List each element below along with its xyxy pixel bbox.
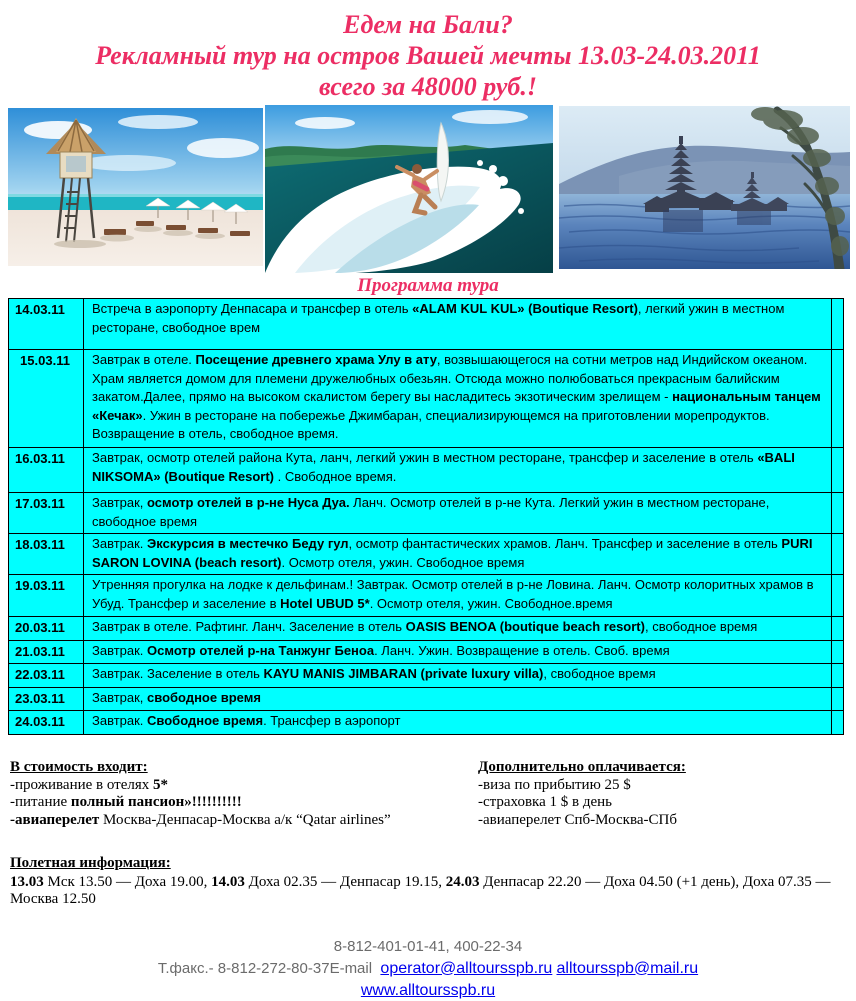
itinerary-row — [9, 493, 844, 534]
photo-strip — [8, 105, 856, 275]
itinerary-edge-cell — [832, 448, 844, 493]
website-link[interactable]: www.alltoursspb.ru — [360, 981, 496, 999]
itinerary-description: Завтрак, осмотр отелей в р-не Нуса Дуа. Ланч. Осмотр отелей в р-не Кута. Легкий ужин в местном ресторане, свободное время — [84, 493, 832, 534]
itinerary-edge-cell — [832, 640, 844, 664]
itinerary-date: 19.03.11 — [9, 575, 84, 617]
itinerary-description: Завтрак. Свободное время. Трансфер в аэропорт — [84, 711, 832, 735]
title-line-1: Едем на Бали? — [343, 10, 513, 39]
info-zone — [10, 759, 846, 909]
itinerary-edge-cell — [832, 687, 844, 711]
email-link-mailru[interactable]: alltoursspb@mail.ru — [556, 959, 699, 977]
itinerary-row — [9, 350, 844, 448]
itinerary-table — [8, 298, 844, 735]
extra-cost-item: -авиаперелет Спб-Москва-СПб — [478, 811, 677, 828]
itinerary-date: 20.03.11 — [9, 617, 84, 641]
included-items — [10, 777, 478, 830]
itinerary-edge-cell — [832, 617, 844, 641]
email-link-operator[interactable]: operator@alltoursspb.ru — [380, 959, 553, 977]
contact-fax: Т.факс.- 8-812-272-80-37 — [157, 959, 330, 977]
extra-cost-items — [478, 777, 838, 830]
surfer-wave-photo — [265, 105, 553, 273]
included-item: -проживание в отелях 5* — [10, 776, 169, 793]
title-line-3: всего за 48000 руб.! — [318, 72, 538, 101]
itinerary-description: Завтрак. Осмотр отелей р-на Танжунг Беноа. Ланч. Ужин. Возвращение в отель. Своб. время — [84, 640, 832, 664]
itinerary-date: 17.03.11 — [9, 493, 84, 534]
itinerary-row — [9, 299, 844, 350]
itinerary-row — [9, 617, 844, 641]
included-heading: В стоимость входит: — [10, 759, 148, 775]
flight-schedule: 13.03 Мск 13.50 — Доха 19.00, 14.03 Доха 02.35 — Денпасар 19.15, 24.03 Денпасар 22.20 — Доха 04.50 (+1 день), Доха 07.35 — Москва 12.50 — [10, 873, 831, 907]
included-item: -авиаперелет Москва-Денпасар-Москва а/к “Qatar airlines” — [10, 811, 391, 828]
included-item: -питание полный пансион»!!!!!!!!!! — [10, 794, 242, 810]
contact-block — [0, 936, 856, 1001]
itinerary-edge-cell — [832, 664, 844, 688]
itinerary-row — [9, 664, 844, 688]
itinerary-edge-cell — [832, 299, 844, 350]
itinerary-row — [9, 575, 844, 617]
itinerary-date: 21.03.11 — [9, 640, 84, 664]
itinerary-edge-cell — [832, 493, 844, 534]
extra-cost-section — [478, 759, 838, 829]
itinerary-description: Завтрак в отеле. Рафтинг. Ланч. Заселение в отель OASIS BENOA (boutique beach resort), свободное время — [84, 617, 832, 641]
itinerary-date: 15.03.11 — [9, 350, 84, 448]
itinerary-description: Завтрак. Заселение в отель KAYU MANIS JIMBARAN (private luxury villa), свободное время — [84, 664, 832, 688]
itinerary-row — [9, 711, 844, 735]
itinerary-date: 18.03.11 — [9, 534, 84, 575]
beach-lifeguard-tower-photo — [8, 108, 263, 266]
itinerary-description: Завтрак в отеле. Посещение древнего храма Улу в ату, возвышающегося на сотни метров над Индийском океаном. Храм является домом для племени дружелюбных обезьян. Отсюда можно полюбоваться прекрасным балийским закатом.Далее, прямо на высоком скалистом берегу вы насладитесь экзотическим зрелищем - национальным танцем «Кечак». Ужин в ресторане на побережье Джимбаран, специализирующемся на приготовлении морепродуктов. Возвращение в отель, свободное время. — [84, 350, 832, 448]
contact-phones: 8-812-401-01-41, 400-22-34 — [333, 937, 523, 955]
program-heading: Программа тура — [357, 275, 499, 296]
extra-cost-item: -страховка 1 $ в день — [478, 794, 613, 810]
itinerary-edge-cell — [832, 711, 844, 735]
itinerary-date: 23.03.11 — [9, 687, 84, 711]
itinerary-row — [9, 640, 844, 664]
itinerary-description: Завтрак, осмотр отелей района Кута, ланч, легкий ужин в местном ресторане, трансфер и заселение в отель «BALI NIKSOMA» (Boutique Resort) . Свободное время. — [84, 448, 832, 493]
itinerary-date: 14.03.11 — [9, 299, 84, 350]
flight-info-heading: Полетная информация: — [10, 855, 171, 871]
included-section — [10, 759, 478, 829]
extra-cost-item: -виза по прибытию 25 $ — [478, 776, 631, 793]
flight-info-section — [10, 855, 840, 909]
itinerary-row — [9, 534, 844, 575]
itinerary-date: 16.03.11 — [9, 448, 84, 493]
flyer-title — [0, 0, 856, 102]
itinerary-description: Утренняя прогулка на лодке к дельфинам.! Завтрак. Осмотр отелей в р-не Ловина. Ланч. Осмотр колоритных храмов в Убуд. Трансфер и заселение в Hotel UBUD 5*. Осмотр отеля, ужин. Свободное.время — [84, 575, 832, 617]
itinerary-description: Встреча в аэропорту Денпасара и трансфер в отель «ALAM KUL KUL» (Boutique Resort), легкий ужин в местном ресторане, свободное врем — [84, 299, 832, 350]
itinerary-description: Завтрак. Экскурсия в местечко Беду гул, осмотр фантастических храмов. Ланч. Трансфер и заселение в отель PURI SARON LOVINA (beach resort). Осмотр отеля, ужин. Свободное время — [84, 534, 832, 575]
email-label: E-mail — [329, 959, 373, 977]
itinerary-edge-cell — [832, 350, 844, 448]
itinerary-edge-cell — [832, 534, 844, 575]
itinerary-description: Завтрак, свободное время — [84, 687, 832, 711]
itinerary-date: 24.03.11 — [9, 711, 84, 735]
itinerary-row — [9, 448, 844, 493]
extra-cost-heading: Дополнительно оплачивается: — [478, 759, 686, 775]
title-line-2: Рекламный тур на остров Вашей мечты 13.03-24.03.2011 — [95, 41, 761, 70]
itinerary-date: 22.03.11 — [9, 664, 84, 688]
water-temple-photo — [559, 106, 850, 269]
itinerary-edge-cell — [832, 575, 844, 617]
itinerary-row — [9, 687, 844, 711]
